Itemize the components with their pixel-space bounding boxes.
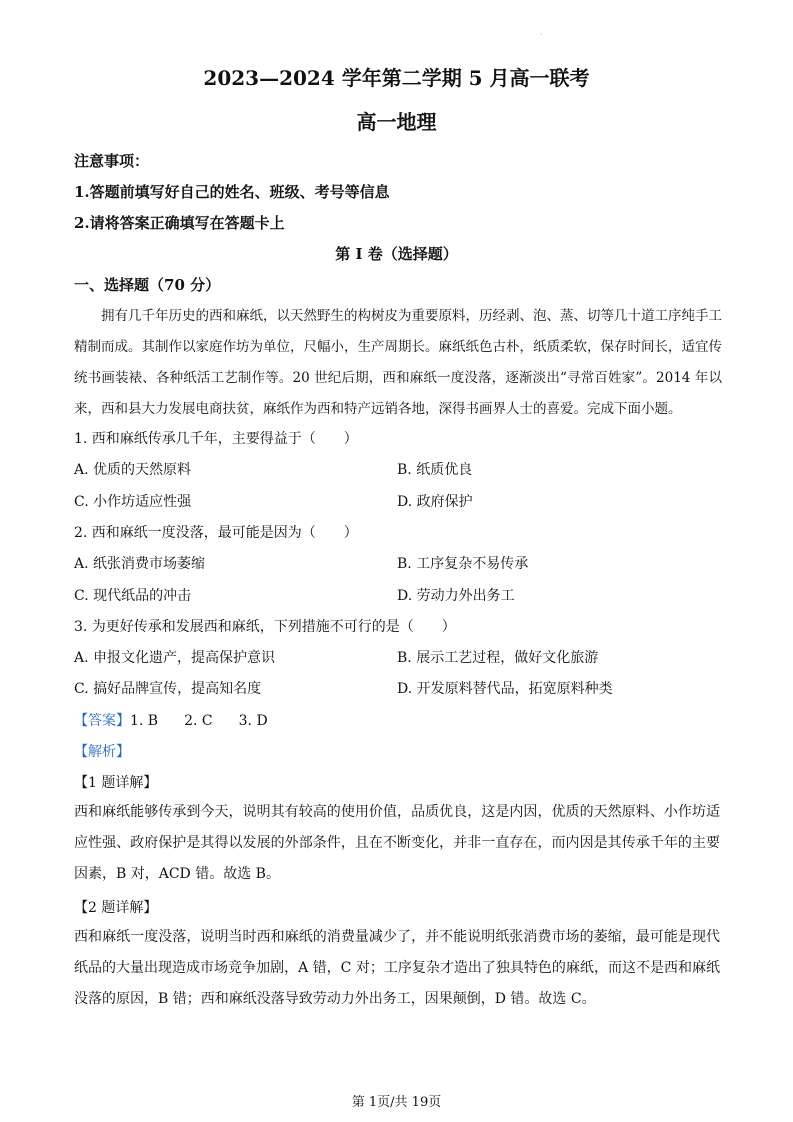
q2-detail-text: 西和麻纸一度没落，说明当时西和麻纸的消费量减少了，并不能说明纸张消费市场的萎缩，最可能是现代纸品的大量出现造成市场竞争加剧，A 错，C 对；工序复杂才造出了独具特色的麻纸，而这不是西和麻纸没落的原因，B 错；西和麻纸没落导致劳动力外出务工，因果颠倒，D 错。故选 C。	[74, 929, 720, 1007]
question-2-option-b: B. 工序复杂不易传承	[397, 556, 529, 572]
exam-title: 2023—2024 学年第二学期 5 月高一联考	[203, 66, 590, 90]
question-3-stem: 3. 为更好传承和发展西和麻纸，下列措施不可行的是（ ）	[74, 619, 456, 635]
question-3-option-a: A. 申报文化遗产，提高保护意识	[74, 650, 276, 666]
question-1-option-b: B. 纸质优良	[397, 462, 473, 478]
question-1-option-a: A. 优质的天然原料	[74, 462, 192, 478]
answer-2: 2. C	[184, 713, 213, 729]
answer-label: 【答案】	[74, 713, 130, 729]
notice-item-2: 2.请将答案正确填写在答题卡上	[74, 214, 285, 232]
passage-text: 拥有几千年历史的西和麻纸，以天然野生的构树皮为重要原料，历经剥、泡、蒸、切等几十道工序纯手工精制而成。其制作以家庭作坊为单位，尺幅小，生产周期长。麻纸纸色古朴，纸质柔软，保存时间长，适宜传统书画装裱、各种纸活工艺制作等。20 世纪后期，西和麻纸一度没落，逐渐淡出“寻常百姓家”。2014 年以来，西和县大力发展电商扶贫，麻纸作为西和特产远销各地，深得书画界人士的喜爱。完成下面小题。	[74, 308, 722, 417]
subject-title: 高一地理	[356, 110, 437, 134]
q1-detail-heading: 【1 题详解】	[74, 775, 158, 791]
q1-detail-text: 西和麻纸能够传承到今天，说明其有较高的使用价值，品质优良，这是内因，优质的天然原料、小作坊适应性强、政府保护是其得以发展的外部条件，且在不断变化，并非一直存在，而内因是其传承千年的主要因素，B 对，ACD 错。故选 B。	[74, 804, 720, 882]
answer-line	[74, 710, 274, 730]
answer-1: 1. B	[130, 713, 159, 729]
question-3-option-b: B. 展示工艺过程，做好文化旅游	[397, 650, 599, 666]
part-heading: 一、选择题（70 分）	[74, 276, 221, 294]
question-2-option-d: D. 劳动力外出务工	[397, 588, 515, 604]
question-1-option-c: C. 小作坊适应性强	[74, 494, 192, 510]
question-2-option-c: C. 现代纸品的冲击	[74, 588, 192, 604]
question-3-option-d: D. 开发原料替代品，拓宽原料种类	[397, 681, 613, 697]
scan-mark: ·	[540, 30, 543, 39]
page-number: 第 1页/共 19页	[351, 1095, 442, 1110]
q2-detail-heading: 【2 题详解】	[74, 900, 158, 916]
question-1-stem: 1. 西和麻纸传承几千年，主要得益于（ ）	[74, 431, 358, 447]
notice-item-1: 1.答题前填写好自己的姓名、班级、考号等信息	[74, 183, 390, 201]
question-1-option-d: D. 政府保护	[397, 494, 473, 510]
analysis-label: 【解析】	[74, 744, 130, 760]
notice-heading: 注意事项：	[74, 152, 150, 170]
question-3-option-c: C. 搞好品牌宣传，提高知名度	[74, 681, 262, 697]
answer-3: 3. D	[238, 713, 268, 729]
volume-heading: 第 I 卷（选择题）	[335, 245, 458, 263]
question-2-option-a: A. 纸张消费市场萎缩	[74, 556, 206, 572]
reading-passage	[74, 301, 722, 425]
question-2-stem: 2. 西和麻纸一度没落，最可能是因为（ ）	[74, 525, 358, 541]
